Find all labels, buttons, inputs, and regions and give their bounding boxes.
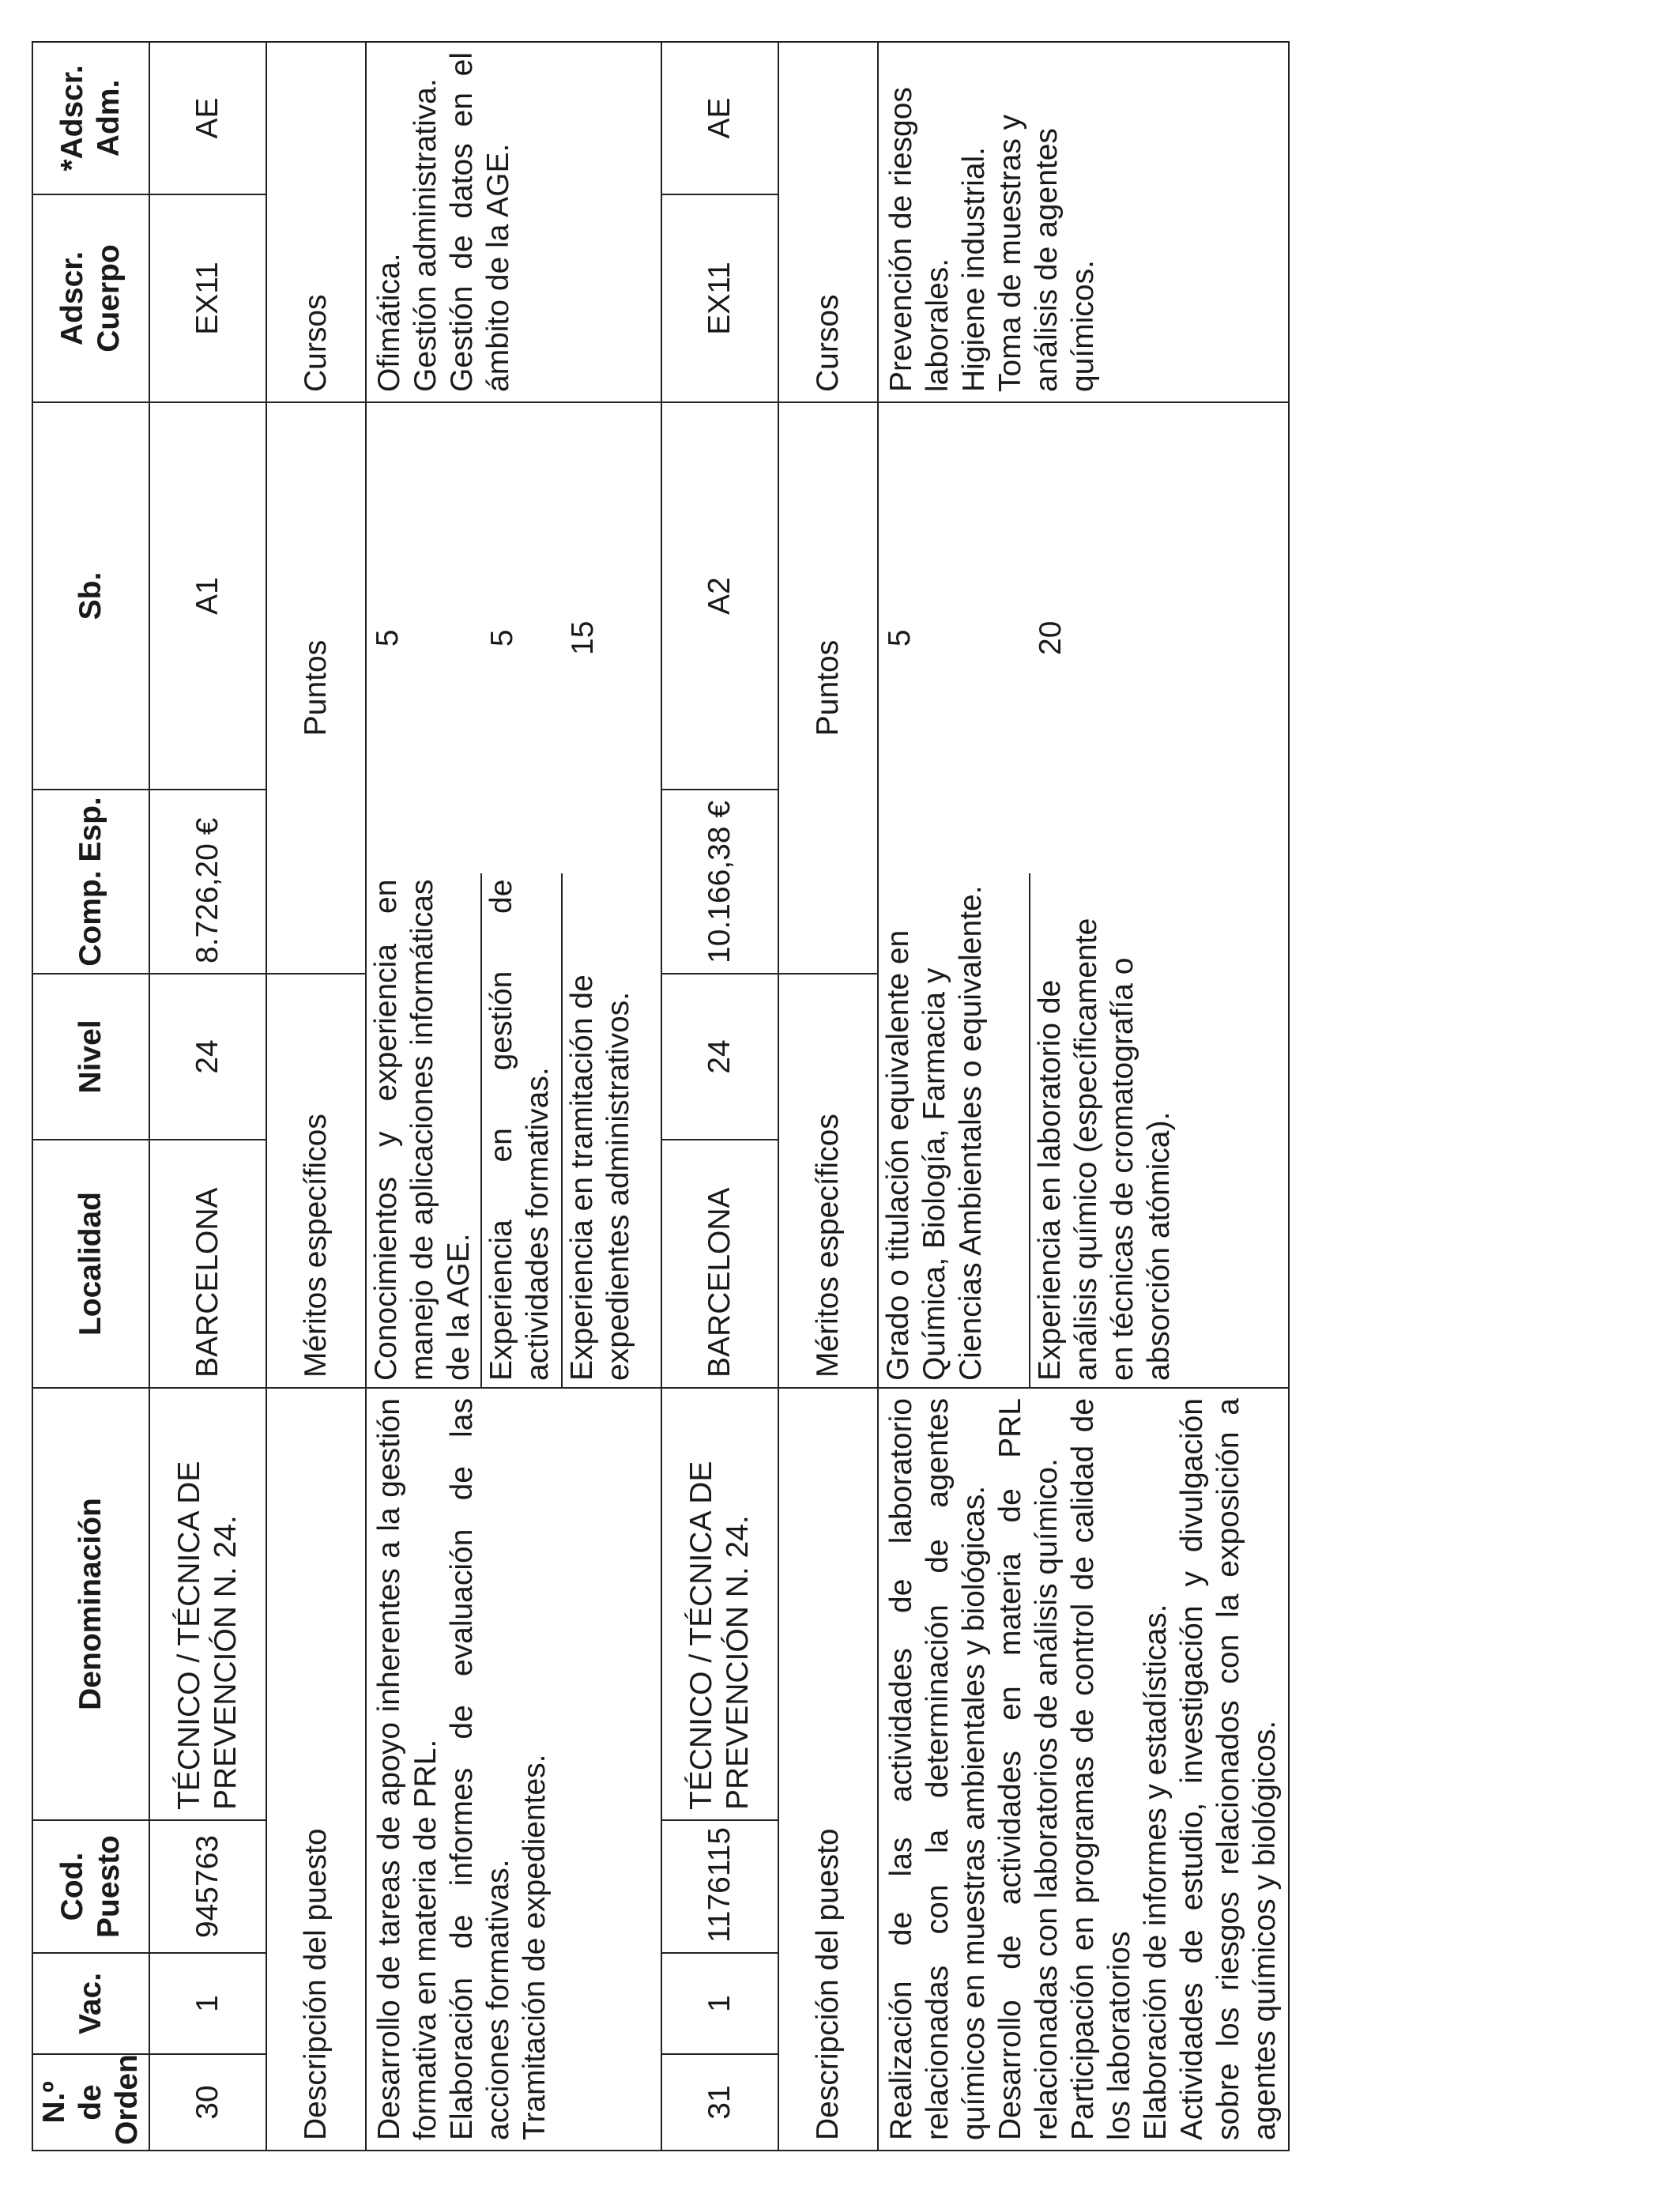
adscr-adm-cell: AE (149, 42, 266, 194)
puntos-label: Puntos (266, 402, 366, 974)
puntos-label: Puntos (778, 402, 878, 974)
descripcion-line: Actividades de estudio, investigación y divulgación sobre los riesgos relacionados con la exposición a agentes químicos y biológicos. (1175, 1398, 1283, 2140)
adscr-cuerpo-cell: EX11 (149, 194, 266, 402)
merito-text: Experiencia en tramitación de expedientes administrativos. (565, 974, 636, 1381)
cursos-label: Cursos (778, 42, 878, 402)
denominacion-cell: TÉCNICO / TÉCNICA DE PREVENCIÓN N. 24. (149, 1388, 266, 1820)
header-adscr-cuerpo: Adscr. Cuerpo (32, 194, 149, 402)
descripcion-label: Descripción del puesto (778, 1388, 878, 2151)
cursos-cell (366, 42, 661, 402)
header-sb: Sb. (32, 402, 149, 790)
localidad-cell: BARCELONA (149, 1140, 266, 1388)
merito-points: 5 (883, 629, 917, 647)
nivel-cell: 24 (149, 974, 266, 1140)
header-orden: N.º de Orden (32, 2054, 149, 2151)
meritos-block (878, 402, 1289, 1388)
localidad-cell: BARCELONA (661, 1140, 778, 1388)
header-nivel: Nivel (32, 974, 149, 1140)
denominacion-cell: TÉCNICO / TÉCNICA DE PREVENCIÓN N. 24. (661, 1388, 778, 1820)
curso-line: Toma de muestras y análisis de agentes químicos. (993, 114, 1101, 392)
meritos-label: Méritos específicos (778, 974, 878, 1388)
descripcion-line: Elaboración de informes de evaluación de las acciones formativas. (445, 1398, 516, 2140)
descripcion-cell (878, 1388, 1289, 2151)
meritos-label: Méritos específicos (266, 974, 366, 1388)
cursos-cell (878, 42, 1289, 402)
descripcion-line: Desarrollo de tareas de apoyo inherentes a la gestión formativa en materia de PRL. (372, 1398, 443, 2140)
curso-line: Higiene industrial. (957, 146, 992, 392)
descripcion-line: Realización de las actividades de laboratorio relacionadas con la determinación de agentes químicos en muestras ambientales y biológicas. (884, 1398, 992, 2140)
detail-row (366, 42, 661, 2151)
curso-line: Ofimática. (372, 253, 407, 392)
positions-table (32, 41, 1290, 2151)
cod-puesto-cell: 1176115 (661, 1820, 778, 1953)
position-row (661, 42, 778, 2151)
descripcion-line: Tramitación de expedientes. (518, 1754, 552, 2140)
position-row (149, 42, 266, 2151)
descripcion-cell (366, 1388, 661, 2151)
vac-cell: 1 (661, 1953, 778, 2054)
adscr-adm-cell: AE (661, 42, 778, 194)
merito-text: Conocimientos y experiencia en manejo de aplicaciones informáticas de la AGE. (367, 873, 481, 1387)
merito-points: 20 (1034, 620, 1068, 655)
sb-cell: A2 (661, 402, 778, 790)
cursos-label: Cursos (266, 42, 366, 402)
orden-cell: 31 (661, 2054, 778, 2151)
adscr-cuerpo-cell: EX11 (661, 194, 778, 402)
descripcion-line: Participación en programas de control de calidad de los laboratorios (1066, 1398, 1137, 2140)
section-label-row (266, 42, 366, 2151)
orden-cell: 30 (149, 2054, 266, 2151)
header-comp-esp: Comp. Esp. (32, 790, 149, 974)
curso-line: Gestión administrativa. (409, 78, 443, 392)
descripcion-line: Desarrollo de actividades en materia de PRL relacionadas con laboratorios de análisis químico. (993, 1398, 1064, 2140)
merito-points: 5 (371, 629, 405, 647)
meritos-table (879, 403, 1223, 1387)
header-cod-puesto: Cod. Puesto (32, 1820, 149, 1953)
merito-row (367, 403, 481, 1387)
merito-text: Experiencia en laboratorio de análisis químico (específicamente en técnicas de cromatografía o absorción atómica). (1033, 918, 1177, 1381)
comp-esp-cell: 10.166,38 € (661, 790, 778, 974)
comp-esp-cell: 8.726,20 € (149, 790, 266, 974)
merito-row (1030, 403, 1223, 1387)
meritos-block (366, 402, 661, 1388)
merito-row (879, 403, 1030, 1387)
merito-text: Experiencia en gestión de actividades formativas. (481, 873, 562, 1387)
header-localidad: Localidad (32, 1140, 149, 1388)
curso-line: Prevención de riesgos laborales. (884, 87, 955, 392)
merito-row (562, 403, 661, 1387)
header-adscr-adm: *Adscr. Adm. (32, 42, 149, 194)
vac-cell: 1 (149, 1953, 266, 2054)
merito-row (481, 403, 562, 1387)
header-row (32, 42, 149, 2151)
curso-line: Gestión de datos en el ámbito de la AGE. (445, 51, 516, 392)
descripcion-line: Elaboración de informes y estadísticas. (1139, 1604, 1173, 2140)
merito-points: 15 (566, 620, 601, 655)
cod-puesto-cell: 945763 (149, 1820, 266, 1953)
merito-points: 5 (485, 629, 520, 647)
header-denominacion: Denominación (32, 1388, 149, 1820)
detail-row (878, 42, 1289, 2151)
meritos-table (367, 403, 661, 1387)
descripcion-label: Descripción del puesto (266, 1388, 366, 2151)
nivel-cell: 24 (661, 974, 778, 1140)
sb-cell: A1 (149, 402, 266, 790)
header-vac: Vac. (32, 1953, 149, 2054)
section-label-row (778, 42, 878, 2151)
merito-text: Grado o titulación equivalente en Química, Biología, Farmacia y Ciencias Ambientales o equivalente. (879, 873, 1030, 1387)
